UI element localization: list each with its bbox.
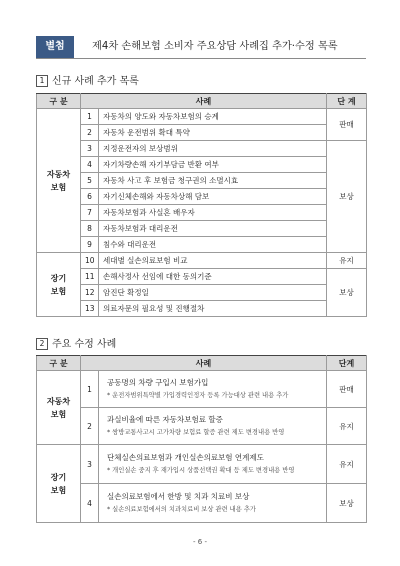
table-row bbox=[37, 301, 367, 317]
table-row bbox=[37, 109, 367, 125]
case-text: 과실비율에 따른 자동차보험료 할증 bbox=[107, 415, 223, 424]
case-text: 자동차 사고 후 보험금 청구권의 소멸시효 bbox=[99, 173, 327, 189]
case-note: * 실손의료보험에서의 치과치료비 보상 관련 내용 추가 bbox=[107, 506, 256, 513]
category-label: 자동차 보험 bbox=[46, 169, 71, 192]
case-cell bbox=[99, 445, 327, 484]
category-cell bbox=[37, 109, 81, 253]
row-number: 6 bbox=[81, 189, 99, 205]
section-2-label: 주요 수정 사례 bbox=[52, 339, 117, 350]
category-label: 자동차 보험 bbox=[46, 396, 71, 419]
case-text: 손해사정사 선임에 대한 동의기준 bbox=[99, 269, 327, 285]
stage-cell: 보상 bbox=[327, 484, 367, 523]
column-header-stage: 단계 bbox=[327, 356, 367, 371]
row-number: 7 bbox=[81, 205, 99, 221]
case-note: * 쌍방교통사고시 고가차량 보험료 할증 관련 제도 변경내용 반영 bbox=[107, 429, 285, 436]
row-number: 10 bbox=[81, 253, 99, 269]
category-cell bbox=[37, 445, 81, 523]
case-text: 자기신체손해와 자동차상해 담보 bbox=[99, 189, 327, 205]
row-number: 9 bbox=[81, 237, 99, 253]
row-number: 1 bbox=[81, 371, 99, 408]
case-cell bbox=[99, 408, 327, 445]
column-header-category: 구 분 bbox=[37, 94, 81, 109]
section-1-title bbox=[36, 75, 139, 89]
table-row bbox=[37, 205, 367, 221]
row-number: 3 bbox=[81, 445, 99, 484]
category-label: 장기 보험 bbox=[50, 472, 67, 495]
row-number: 4 bbox=[81, 484, 99, 523]
case-text: 암진단 확정일 bbox=[99, 285, 327, 301]
row-number: 13 bbox=[81, 301, 99, 317]
row-number: 1 bbox=[81, 109, 99, 125]
case-text: 지정운전자의 보상범위 bbox=[99, 141, 327, 157]
table-row bbox=[37, 125, 367, 141]
table-row bbox=[37, 237, 367, 253]
table-row bbox=[37, 141, 367, 157]
table-row bbox=[37, 157, 367, 173]
row-number: 2 bbox=[81, 408, 99, 445]
section-1-label: 신규 사례 추가 목록 bbox=[52, 76, 139, 87]
column-header-stage: 단 계 bbox=[327, 94, 367, 109]
case-text: 실손의료보험에서 한방 및 치과 치료비 보상 bbox=[107, 492, 250, 501]
stage-cell: 유지 bbox=[327, 253, 367, 269]
row-number: 12 bbox=[81, 285, 99, 301]
revised-cases-table bbox=[36, 355, 367, 523]
category-cell bbox=[37, 253, 81, 317]
table-row bbox=[37, 445, 367, 484]
row-number: 4 bbox=[81, 157, 99, 173]
table-row bbox=[37, 253, 367, 269]
table-row bbox=[37, 408, 367, 445]
column-header-case: 사례 bbox=[81, 356, 327, 371]
category-cell bbox=[37, 371, 81, 445]
stage-cell: 판매 bbox=[327, 371, 367, 408]
case-text: 자동차의 양도와 자동차보험의 승계 bbox=[99, 109, 327, 125]
case-text: 자동차 운전범위 확대 특약 bbox=[99, 125, 327, 141]
page-number: - 6 - bbox=[193, 538, 207, 546]
table-row bbox=[37, 269, 367, 285]
stage-cell: 보상 bbox=[327, 269, 367, 317]
column-header-case: 사례 bbox=[81, 94, 327, 109]
row-number: 8 bbox=[81, 221, 99, 237]
case-text: 단체실손의료보험과 개인실손의료보험 연계제도 bbox=[107, 453, 264, 462]
stage-cell: 유지 bbox=[327, 445, 367, 484]
table-header-row bbox=[37, 94, 367, 109]
table-header-row bbox=[37, 356, 367, 371]
table-row bbox=[37, 189, 367, 205]
section-number-box: 2 bbox=[36, 338, 48, 350]
case-note: * 운전자범위특약별 가입경력인정자 등록 가능대상 관련 내용 추가 bbox=[107, 392, 289, 399]
stage-cell: 보상 bbox=[327, 141, 367, 253]
case-text: 의료자문의 필요성 및 진행절차 bbox=[99, 301, 327, 317]
column-header-category: 구 분 bbox=[37, 356, 81, 371]
case-text: 자동차보험과 대리운전 bbox=[99, 221, 327, 237]
row-number: 3 bbox=[81, 141, 99, 157]
case-text: 자동차보험과 사실혼 배우자 bbox=[99, 205, 327, 221]
row-number: 5 bbox=[81, 173, 99, 189]
table-row bbox=[37, 221, 367, 237]
case-note: * 개인실손 중지 후 재가입시 상품선택권 확대 등 제도 변경내용 반영 bbox=[107, 467, 295, 474]
case-cell bbox=[99, 484, 327, 523]
case-text: 자기차량손해 자기부담금 반환 여부 bbox=[99, 157, 327, 173]
table-row bbox=[37, 484, 367, 523]
table-row bbox=[37, 173, 367, 189]
section-2-title bbox=[36, 338, 116, 352]
row-number: 2 bbox=[81, 125, 99, 141]
case-text: 침수와 대리운전 bbox=[99, 237, 327, 253]
row-number: 11 bbox=[81, 269, 99, 285]
attachment-badge: 별첨 bbox=[36, 36, 74, 58]
stage-cell: 유지 bbox=[327, 408, 367, 445]
stage-cell: 판매 bbox=[327, 109, 367, 141]
case-text: 공동명의 차량 구입시 보험가입 bbox=[107, 378, 209, 387]
new-cases-table bbox=[36, 93, 367, 317]
case-text: 세대별 실손의료보험 비교 bbox=[99, 253, 327, 269]
section-number-box: 1 bbox=[36, 75, 48, 87]
table-row bbox=[37, 285, 367, 301]
document-header bbox=[36, 36, 366, 59]
case-cell bbox=[99, 371, 327, 408]
table-row bbox=[37, 371, 367, 408]
category-label: 장기 보험 bbox=[50, 273, 67, 296]
document-title: 제4차 손해보험 소비자 주요상담 사례집 추가·수정 목록 bbox=[92, 41, 338, 52]
